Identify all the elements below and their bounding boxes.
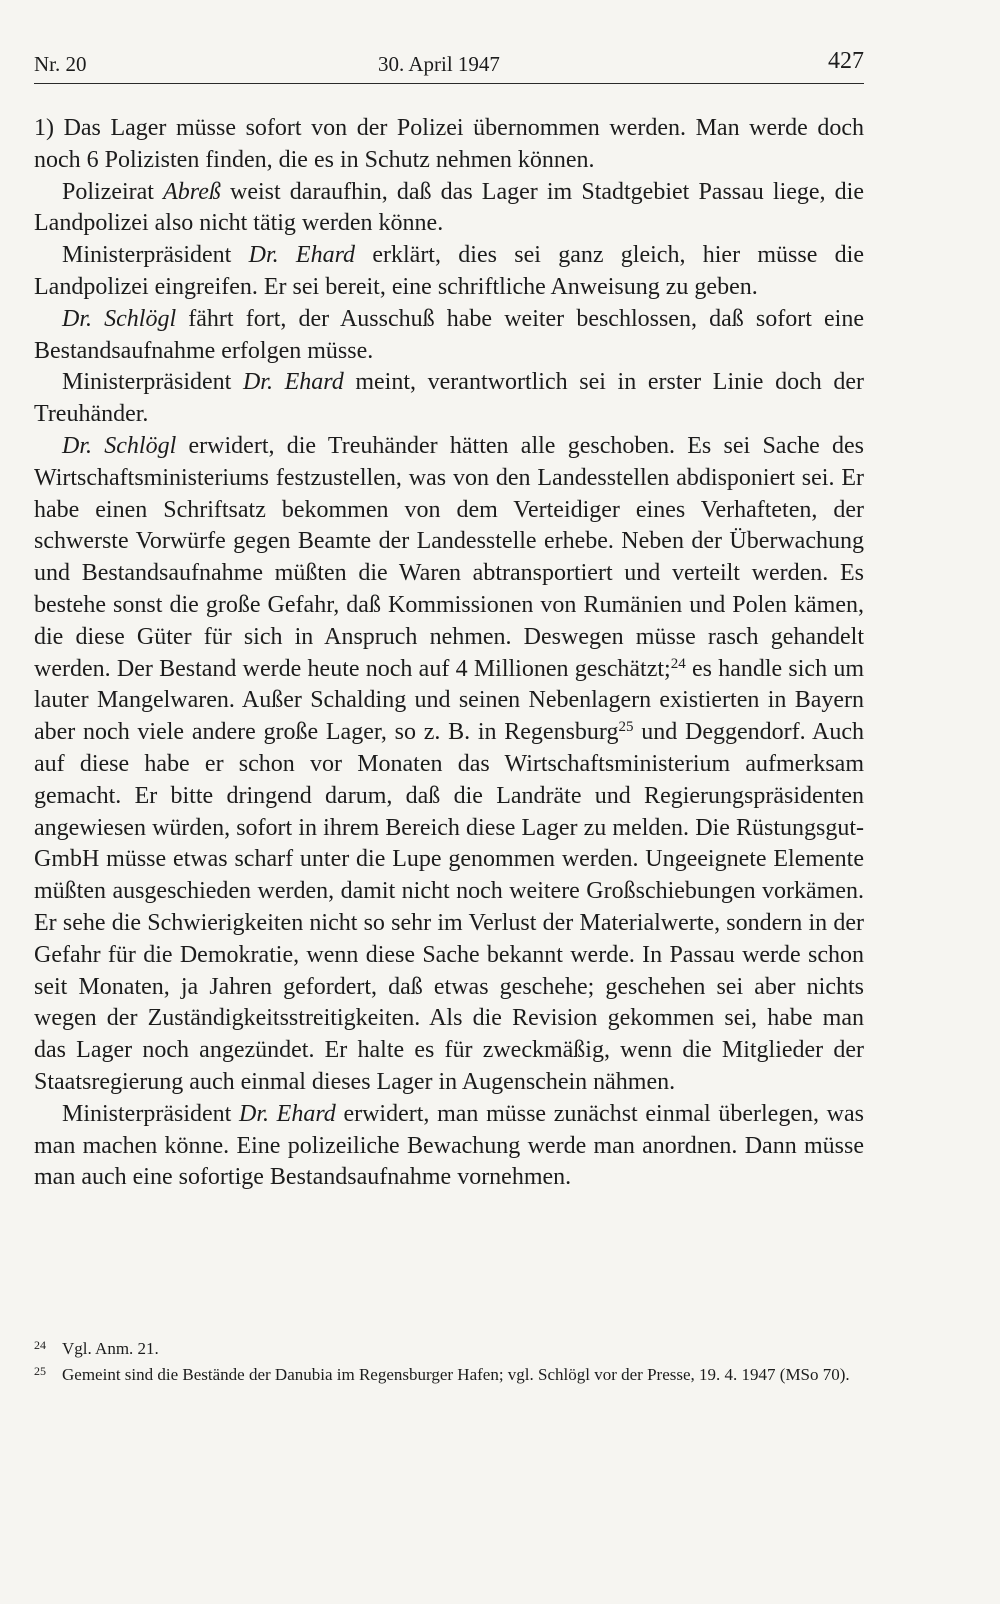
body-text <box>34 113 864 1194</box>
speaker-name: Abreß <box>163 178 221 205</box>
speaker-name: Dr. Ehard <box>238 1100 336 1127</box>
paragraph <box>34 240 864 304</box>
text-run: weist daraufhin, daß das Lager im Stadtgebiet Passau liege, die Landpolizei also nicht tätig werden könne. <box>34 178 865 237</box>
paragraph <box>34 113 864 177</box>
text-run: Ministerpräsident <box>62 242 249 269</box>
footnote-number: 24 <box>34 1338 46 1352</box>
footnote <box>34 1363 864 1387</box>
text-run: Polizeirat <box>62 178 164 205</box>
text-run: meint, verantwortlich sei in erster Linie doch der Treuhänder. <box>34 369 865 428</box>
text-run: 1) Das Lager müsse sofort von der Polizei übernommen werden. Man werde doch noch 6 Polizisten finden, die es in Schutz nehmen können. <box>34 115 864 173</box>
paragraph <box>34 304 864 368</box>
speaker-name: Dr. Schlögl <box>62 432 177 459</box>
text-run: erklärt, dies sei ganz gleich, hier müsse die Landpolizei eingreifen. Er sei bereit, eine schriftliche Anweisung zu geben. <box>34 242 864 300</box>
speaker-name: Dr. Schlögl <box>62 305 177 332</box>
footnote-reference[interactable]: 25 <box>618 718 634 735</box>
footnote-number: 25 <box>34 1364 46 1378</box>
speaker-name: Dr. Ehard <box>242 369 344 396</box>
paragraph <box>34 431 864 1099</box>
footnote-text: Vgl. Anm. 21. <box>62 1339 159 1358</box>
running-header <box>34 46 864 78</box>
text-run: erwidert, man müsse zunächst einmal überlegen, was man machen könne. Eine polizeiliche Bewachung werde man anordnen. Dann müsse man auch eine sofortige Bestandsaufnahme vornehmen. <box>34 1100 864 1191</box>
footnote-reference[interactable]: 24 <box>670 655 686 672</box>
paragraph <box>34 1099 864 1194</box>
text-run: und Deggendorf. Auch auf diese habe er schon vor Monaten das Wirtschaftsministerium aufmerksam gemacht. Er bitte dringend darum, daß die Landräte und Regierungspräsidenten angewiesen würden, sofort in ihrem Bereich diese Lager zu melden. Die Rüstungsgut-GmbH müsse etwas scharf unter die Lupe genommen werden. Ungeeignete Elemente müßten ausgeschieden werden, damit nicht noch weitere Großschiebungen vorkämen. Er sehe die Schwierigkeiten nicht so sehr im Verlust der Materialwerte, sondern in der Gefahr für die Demokratie, wenn diese Sache bekannt werde. In Passau werde schon seit Monaten, ja Jahren gefordert, daß etwas geschehe; geschehen sei aber nichts wegen der Zuständigkeitsstreitigkeiten. Als die Revision gekommen sei, habe man das Lager noch angezündet. Er halte es für zweckmäßig, wenn die Mitglieder der Staatsregierung auch einmal dieses Lager in Augenschein nähmen. <box>34 719 865 1095</box>
text-run: Ministerpräsident <box>62 369 243 396</box>
page-number: 427 <box>828 48 864 74</box>
text-run: es handle sich um lauter Mangelwaren. Außer Schalding und seinen Nebenlagern existierten in Bayern aber noch viele andere große Lager, so z. B. in Regensburg <box>34 655 864 746</box>
footnotes <box>34 1337 864 1389</box>
text-run: fährt fort, der Ausschuß habe weiter beschlossen, daß sofort eine Bestandsaufnahme erfolgen müsse. <box>34 305 864 364</box>
document-number: Nr. 20 <box>34 52 87 76</box>
paragraph <box>34 177 864 241</box>
footnote-text: Gemeint sind die Bestände der Danubia im Regensburger Hafen; vgl. Schlögl vor der Presse, 19. 4. 1947 (MSo 70). <box>62 1365 850 1384</box>
speaker-name: Dr. Ehard <box>248 242 356 269</box>
header-rule <box>34 83 864 84</box>
footnote <box>34 1337 864 1361</box>
document-date: 30. April 1947 <box>378 52 500 76</box>
paragraph <box>34 367 864 431</box>
text-run: erwidert, die Treuhänder hätten alle geschoben. Es sei Sache des Wirtschaftsministeriums festzustellen, was von den Landesstellen abdisponiert sei. Er habe einen Schriftsatz bekommen von dem Verteidiger eines Verhafteten, der schwerste Vorwürfe gegen Beamte der Landesstelle erhebe. Neben der Überwachung und Bestandsaufnahme müßten die Waren abtransportiert und verteilt werden. Es bestehe sonst die große Gefahr, daß Kommissionen von Rumänien und Polen kämen, die diese Güter für sich in Anspruch nehmen. Deswegen müsse rasch gehandelt werden. Der Bestand werde heute noch auf 4 Millionen geschätzt; <box>34 432 865 682</box>
text-run: Ministerpräsident <box>62 1100 239 1127</box>
